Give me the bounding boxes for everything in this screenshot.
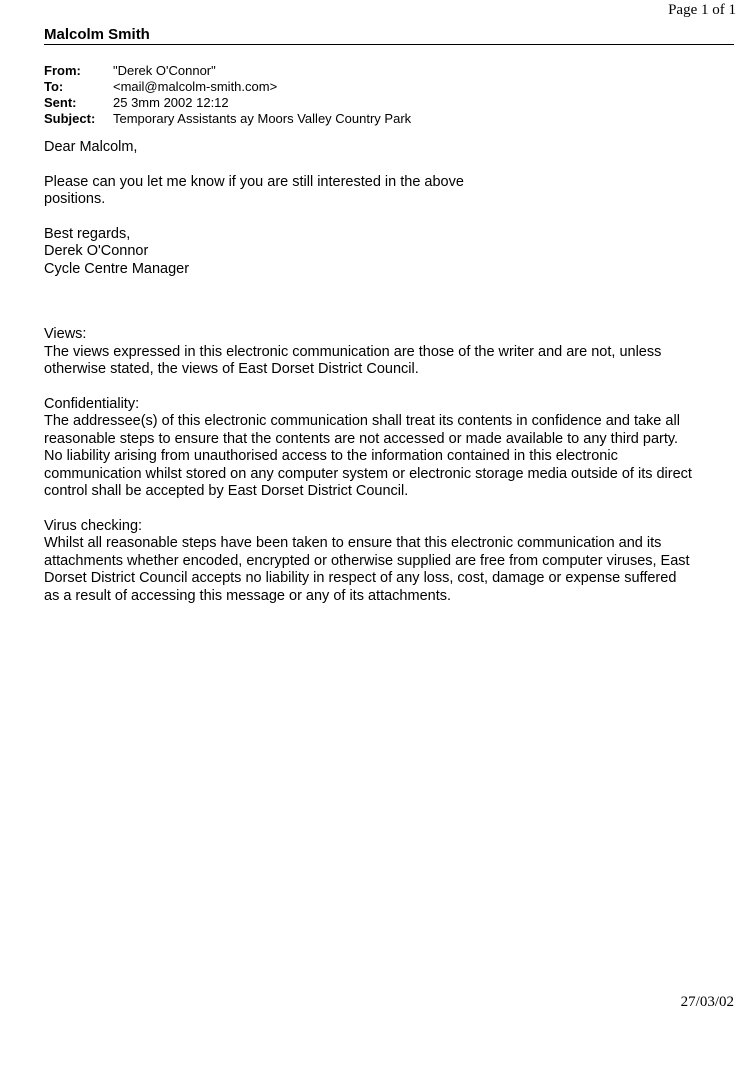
page-number: Page 1 of 1 (668, 2, 736, 18)
sent-label: Sent: (44, 95, 77, 110)
to-value: <mail@malcolm-smith.com> (113, 79, 278, 94)
email-headers (44, 63, 411, 127)
to-label: To: (44, 79, 64, 94)
views-line: The views expressed in this electronic communication are those of the writer and are not, unless (44, 343, 662, 360)
sent-value: 25 3mm 2002 12:12 (113, 95, 229, 110)
virus-line: as a result of accessing this message or any of its attachments. (44, 587, 451, 604)
header-divider (44, 44, 734, 45)
confidentiality-line: reasonable steps to ensure that the contents are not accessed or made available to any third party. (44, 430, 679, 447)
confidentiality-line: No liability arising from unauthorised access to the information contained in this electronic (44, 448, 618, 464)
closing: Best regards, (44, 225, 131, 242)
virus-line: Whilst all reasonable steps have been taken to ensure that this electronic communication and its (44, 535, 662, 551)
message-line: positions. (44, 191, 106, 207)
subject-row (44, 111, 411, 127)
signer-title: Cycle Centre Manager (44, 260, 190, 277)
views-line: otherwise stated, the views of East Dorset District Council. (44, 361, 419, 377)
sender-name: Malcolm Smith (44, 26, 150, 43)
message-line: Please can you let me know if you are still interested in the above (44, 173, 464, 190)
footer-date: 27/03/02 (680, 994, 734, 1010)
virus-line: Dorset District Council accepts no liability in respect of any loss, cost, damage or expense suffered (44, 570, 677, 586)
confidentiality-line: communication whilst stored on any computer system or electronic storage media outside of its direct (44, 465, 692, 482)
from-label: From: (44, 63, 81, 78)
to-row (44, 79, 411, 95)
confidentiality-line: The addressee(s) of this electronic communication shall treat its contents in confidence and take all (44, 413, 680, 429)
sent-row (44, 95, 411, 111)
views-heading: Views: (44, 326, 87, 342)
subject-label: Subject: (44, 111, 96, 126)
subject-value: Temporary Assistants ay Moors Valley Country Park (113, 111, 412, 126)
from-value: "Derek O'Connor" (113, 63, 216, 78)
email-body (44, 139, 744, 605)
virus-heading: Virus checking: (44, 517, 143, 534)
confidentiality-line: control shall be accepted by East Dorset District Council. (44, 483, 409, 499)
signer-name: Derek O'Connor (44, 243, 149, 259)
greeting: Dear Malcolm, (44, 139, 138, 155)
confidentiality-heading: Confidentiality: (44, 395, 140, 412)
virus-line: attachments whether encoded, encrypted or otherwise supplied are free from computer viruses, East (44, 552, 690, 569)
from-row (44, 63, 411, 79)
